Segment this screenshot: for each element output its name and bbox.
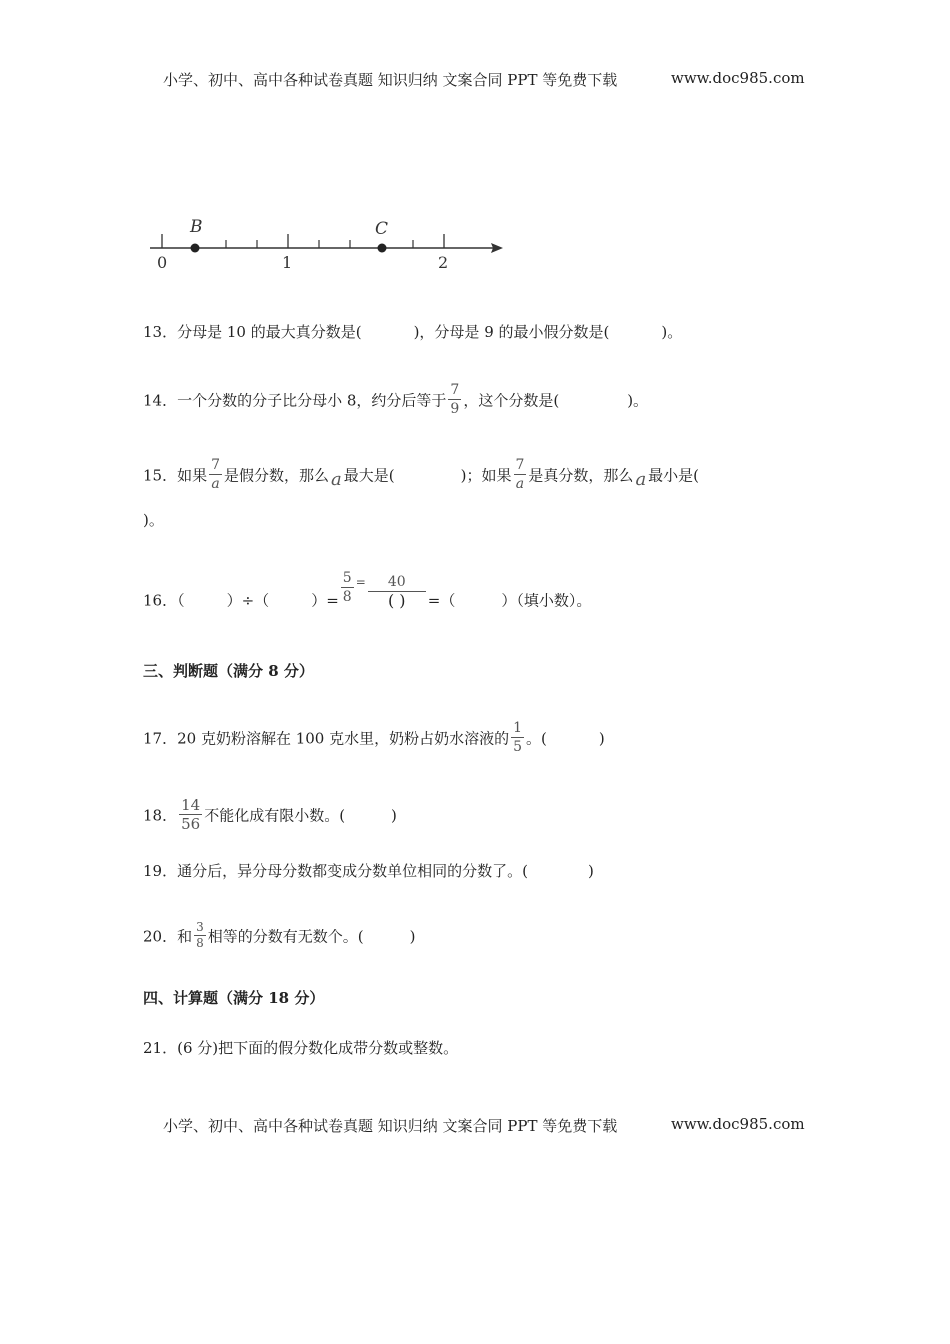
q15-text-a: 如果 (177, 466, 208, 485)
question-13 (143, 322, 682, 342)
q15-variable-1: a (331, 468, 342, 490)
q16-fraction-2-numerator: 40 (368, 574, 426, 592)
page-footer (163, 1115, 805, 1136)
header-text: 小学、初中、高中各种试卷真题 知识归纳 文案合同 PPT 等免费下载 (163, 71, 618, 89)
q14-fraction (448, 382, 461, 417)
footer-text: 小学、初中、高中各种试卷真题 知识归纳 文案合同 PPT 等免费下载 (163, 1117, 618, 1135)
question-14 (143, 384, 648, 419)
q16-paren-open-1: （ (177, 591, 185, 610)
question-15 (143, 459, 699, 494)
q18-text-a: 不能化成有限小数。( (204, 806, 346, 825)
q20-text-b: 相等的分数有无数个。( (207, 927, 364, 946)
q15-fraction-1-denominator: a (211, 476, 220, 492)
q18-fraction-denominator: 56 (181, 815, 201, 833)
q17-fraction-numerator: 1 (513, 720, 523, 736)
q15-fraction-2-denominator: a (515, 476, 525, 492)
q14-number: 14． (143, 391, 178, 410)
q18-fraction-numerator: 14 (181, 796, 201, 814)
q19-number: 19． (143, 862, 178, 880)
q16-fraction-1 (341, 570, 354, 605)
q19-text-a: 通分后，异分母分数都变成分数单位相同的分数了。( (177, 862, 528, 880)
q13-number: 13． (143, 323, 178, 341)
section-4-title: 四、计算题（满分 18 分） (143, 989, 325, 1007)
question-19 (143, 861, 594, 881)
q20-fraction-denominator: 8 (196, 936, 204, 950)
q15-text-g: )。 (143, 511, 164, 529)
q14-text-a: 一个分数的分子比分母小 8，约分后等于 (177, 391, 447, 410)
point-c-label: C (375, 219, 389, 239)
q17-number: 17． (143, 729, 178, 748)
point-b-label: B (190, 217, 203, 237)
footer-site: www.doc985.com (671, 1115, 805, 1133)
q14-text-b: ，这个分数是( (463, 391, 560, 410)
q21-text-a: (6 分)把下面的假分数化成带分数或整数。 (177, 1039, 459, 1057)
q15-fraction-1 (209, 457, 222, 492)
q13-text-a: 分母是 10 的最大真分数是( (177, 323, 362, 341)
q15-text-e: 是真分数，那么 (528, 466, 634, 485)
q16-text-end: ）（填小数）。 (501, 591, 592, 610)
q16-divide: ）÷（ (226, 591, 270, 610)
point-b (191, 244, 200, 253)
q20-text-a: 和 (177, 927, 193, 946)
q17-fraction (511, 720, 524, 755)
question-16 (143, 570, 592, 619)
question-20 (143, 920, 416, 952)
question-18 (143, 796, 397, 834)
point-c (378, 244, 387, 253)
q15-variable-2: a (635, 468, 647, 490)
q17-fraction-denominator: 5 (513, 739, 523, 755)
q16-fraction-2 (368, 574, 426, 609)
q15-fraction-1-numerator: 7 (211, 457, 221, 473)
q14-fraction-denominator: 9 (450, 401, 460, 417)
q16-fraction-1-denominator: 8 (342, 589, 352, 605)
q13-text-c: )。 (661, 323, 683, 341)
q20-text-c: ) (409, 927, 416, 946)
q15-fraction-2 (514, 457, 527, 492)
q21-number: 21． (143, 1039, 178, 1057)
tick-label-0: 0 (157, 253, 168, 272)
q16-equals-2: = (355, 574, 366, 589)
q17-text-a: 20 克奶粉溶解在 100 克水里，奶粉占奶水溶液的 (177, 729, 510, 748)
question-15-continued (143, 510, 164, 530)
q17-text-c: ) (598, 729, 605, 748)
question-17 (143, 722, 605, 757)
q15-text-f: 最小是( (648, 466, 700, 485)
q13-text-b: )，分母是 9 的最小假分数是( (413, 323, 610, 341)
q16-fraction-1-numerator: 5 (342, 570, 352, 586)
q20-number: 20． (143, 927, 178, 946)
number-line (145, 212, 515, 274)
q19-text-b: ) (587, 862, 594, 880)
question-21 (143, 1038, 458, 1058)
q14-fraction-numerator: 7 (450, 382, 460, 398)
q16-number: 16． (143, 591, 178, 610)
q16-fraction-2-denominator[interactable]: ( ) (387, 591, 406, 610)
q15-text-d: )；如果 (460, 466, 512, 485)
header-site: www.doc985.com (671, 69, 805, 87)
q17-text-b: 。( (526, 729, 547, 748)
tick-label-2: 2 (438, 253, 449, 272)
q15-number: 15． (143, 466, 178, 485)
q15-text-c: 最大是( (343, 466, 395, 485)
q20-fraction-numerator: 3 (196, 920, 204, 934)
tick-label-1: 1 (282, 253, 293, 272)
q14-text-c: )。 (627, 391, 649, 410)
q16-equals-3: =（ (427, 591, 456, 610)
q18-number: 18． (143, 806, 178, 825)
q16-equals-1: ）= (311, 591, 339, 610)
q18-text-b: ) (391, 806, 397, 825)
q20-fraction (194, 921, 206, 950)
page-header (163, 69, 805, 90)
q15-text-b: 是假分数，那么 (224, 466, 330, 485)
q18-fraction (179, 797, 202, 832)
section-3-title: 三、判断题（满分 8 分） (143, 662, 314, 680)
q15-fraction-2-numerator: 7 (515, 457, 525, 473)
